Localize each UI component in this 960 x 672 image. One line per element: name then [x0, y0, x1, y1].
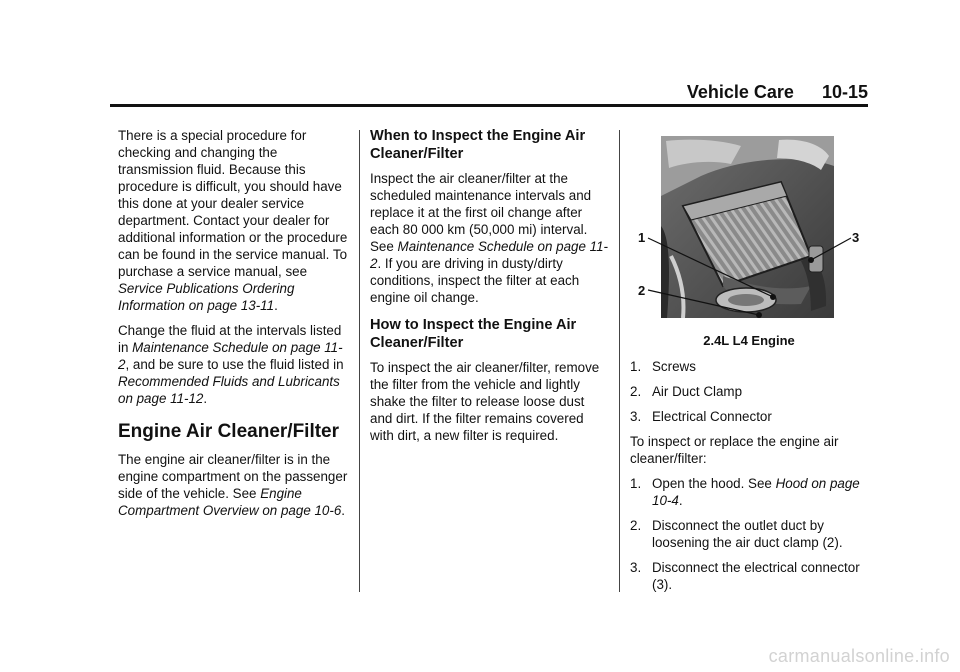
step-item: [630, 517, 868, 551]
section-title: Vehicle Care: [686, 82, 794, 102]
paragraph-text: Inspect the air cleaner/filter at the scheduled maintenance intervals and replace it at the first oil change after each 80 000 km (50,000 mi) interval. See: [370, 171, 592, 254]
step-number: 1.: [630, 476, 642, 491]
step-text: Disconnect the outlet duct by loosening the air duct clamp (2).: [652, 518, 843, 550]
step-text: [652, 475, 868, 509]
heading-engine-air-cleaner: Engine Air Cleaner/Filter: [118, 421, 340, 442]
column-right: [630, 127, 868, 601]
link-service-publications[interactable]: Service Publications Ordering Information on page 13-11: [118, 281, 295, 313]
legend-item: [630, 358, 868, 375]
paragraph-transmission: There is a special procedure for checking and changing the transmission fluid. Because this procedure is difficult, you should have this done at your dealer service department. Contact your dealer for additional information or the procedure can be found in the service manual. To purchase a service manual, see Service Publications Ordering Information on page 13-11.: [118, 128, 348, 313]
legend-item: [630, 408, 868, 425]
engine-figure: [630, 136, 870, 326]
paragraph-fluid-intervals: Change the fluid at the intervals listed in Maintenance Schedule on page 11-2, and be sure to use the fluid listed in Recommended Fluids and Lubricants on page 11-12.: [118, 323, 344, 406]
paragraph-text: There is a special procedure for checking and changing the transmission fluid. Because this procedure is difficult, you should have this done at your dealer service department. Contact your dealer for additional information or the procedure can be found in the service manual. To purchase a service manual, see: [118, 128, 348, 279]
link-recommended-fluids[interactable]: Recommended Fluids and Lubricants on page 11-12: [118, 374, 340, 406]
page-number: 10-15: [821, 82, 868, 102]
paragraph-how-to-inspect: To inspect the air cleaner/filter, remove the filter from the vehicle and lightly shake the filter to release loose dust and dirt. If the filter remains covered with dirt, a new filter is required.: [370, 360, 600, 443]
paragraph-air-cleaner-location: The engine air cleaner/filter is in the engine compartment on the passenger side of the vehicle. See Engine Compartment Overview on page 10-6.: [118, 452, 348, 518]
paragraph-text: Change the fluid at the intervals listed in: [118, 323, 342, 355]
watermark: carmanualsonline.info: [768, 646, 950, 666]
step-number: 2.: [630, 518, 642, 533]
legend-number: 2.: [630, 384, 642, 399]
callout-1: 1: [638, 230, 646, 245]
figure-caption: 2.4L L4 Engine: [703, 333, 795, 348]
paragraph-text: . If you are driving in dusty/dirty conditions, inspect the filter at each engine oil change.: [370, 256, 580, 305]
callout-2: 2: [638, 283, 646, 298]
step-number: 3.: [630, 560, 642, 575]
heading-when-to-inspect: When to Inspect the Engine Air Cleaner/Filter: [370, 128, 586, 162]
legend-text: Screws: [652, 359, 696, 374]
legend-text: Electrical Connector: [652, 409, 772, 424]
heading-how-to-inspect: How to Inspect the Engine Air Cleaner/Filter: [370, 317, 577, 351]
step-item: [630, 475, 868, 509]
paragraph-text: , and be sure to use the fluid listed in: [125, 357, 344, 372]
link-maintenance-schedule[interactable]: Maintenance Schedule on page 11-2: [118, 340, 343, 372]
callout-3: 3: [852, 230, 860, 245]
page-header: [687, 82, 868, 103]
column-divider: [619, 130, 620, 592]
step-text: Disconnect the electrical connector (3).: [652, 560, 860, 592]
legend-item: [630, 383, 868, 400]
legend-number: 1.: [630, 359, 642, 374]
column-left: [118, 127, 350, 527]
link-engine-compartment-overview[interactable]: Engine Compartment Overview on page 10-6: [118, 486, 342, 518]
link-hood[interactable]: Hood on page 10-4: [652, 476, 860, 508]
legend-number: 3.: [630, 409, 642, 424]
legend-text: Air Duct Clamp: [652, 384, 743, 399]
callout-leaders: [630, 136, 870, 326]
column-middle: [370, 127, 610, 452]
column-divider: [359, 130, 360, 592]
step-text-part: Open the hood. See: [652, 476, 776, 491]
paragraph-text: The engine air cleaner/filter is in the engine compartment on the passenger side of the vehicle. See: [118, 452, 348, 501]
header-rule: [110, 104, 868, 107]
step-item: [630, 559, 868, 593]
step-text-part: .: [678, 493, 683, 508]
paragraph-steps-intro: To inspect or replace the engine air cleaner/filter:: [630, 434, 839, 466]
link-maintenance-schedule[interactable]: Maintenance Schedule on page 11-2: [370, 239, 608, 271]
paragraph-when-to-inspect: [370, 170, 610, 306]
